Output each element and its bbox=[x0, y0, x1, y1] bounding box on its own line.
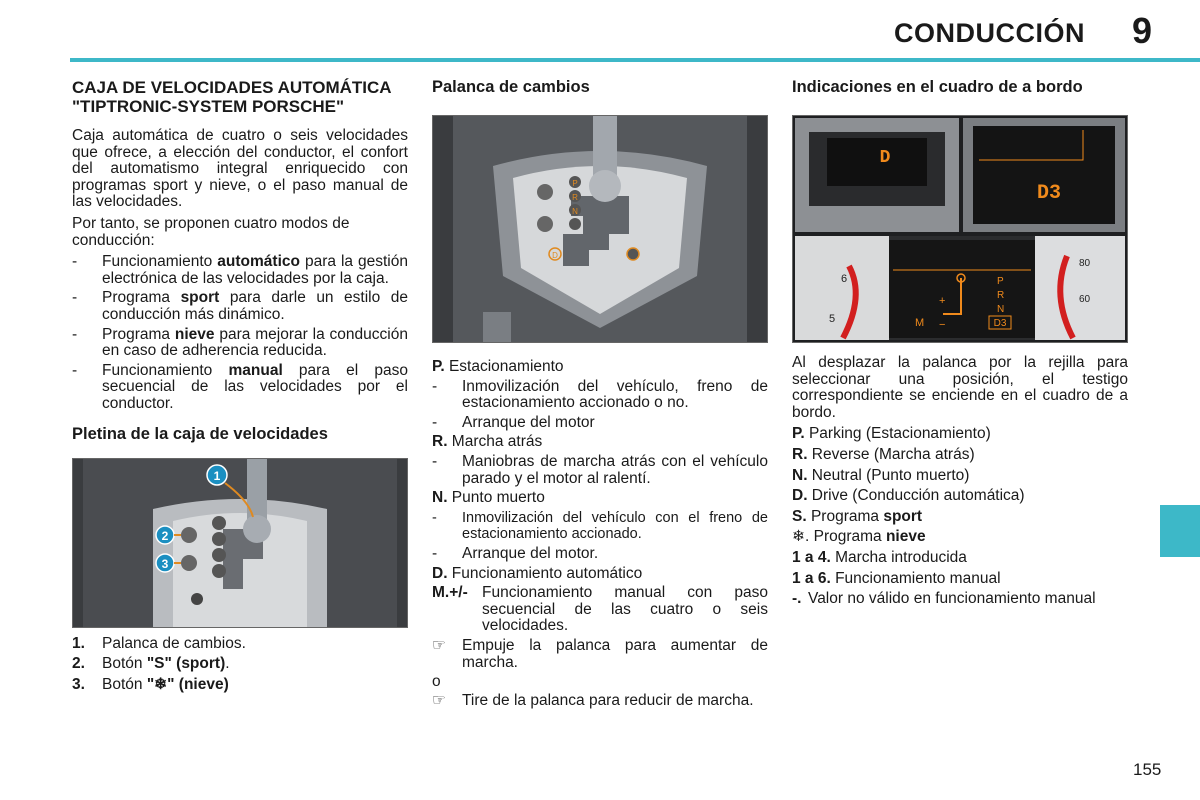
list-item: - Funcionamiento automático para la gestión electrónica de las velocidades por la caja. bbox=[72, 253, 408, 287]
gearbox-intro: Caja automática de cuatro o seis velocidades que ofrece, a elección del conductor, el confort del automatismo integral enriquecido con programas sport y nieve, o el paso manual de las velocidades. bbox=[72, 127, 408, 211]
gate-letter-n: N bbox=[572, 207, 578, 216]
display-intro: Al desplazar la palanca por la rejilla para seleccionar una posición, el testigo correspondiente se enciende en el cuadro de a bordo. bbox=[792, 354, 1128, 421]
cluster-minus: − bbox=[939, 319, 946, 331]
cluster-plus: + bbox=[939, 295, 946, 307]
display-item: S. Programa sport bbox=[792, 507, 923, 525]
callout-3: 3 bbox=[161, 556, 169, 571]
display-invalid: -. Valor no válido en funcionamiento manual bbox=[792, 590, 1096, 608]
or-text: o bbox=[432, 673, 441, 691]
display-item: P. Parking (Estacionamiento) bbox=[792, 425, 991, 443]
column-gearbox bbox=[72, 78, 408, 697]
display-top-left: D bbox=[879, 148, 891, 168]
cluster-selected: D3 bbox=[993, 318, 1007, 329]
list-item: - Maniobras de marcha atrás con el vehículo parado y el motor al ralentí. bbox=[432, 452, 768, 487]
display-item: N. Neutral (Punto muerto) bbox=[792, 466, 970, 484]
list-item: - Arranque del motor. bbox=[432, 544, 599, 562]
list-item: ☞ Empuje la palanca para aumentar de marcha. bbox=[432, 636, 768, 671]
list-item: ☞ Tire de la palanca para reducir de marcha. bbox=[432, 691, 754, 709]
list-item: 3. Botón "❄" (nieve) bbox=[72, 675, 229, 693]
column-display bbox=[792, 78, 1128, 611]
page-number: 155 bbox=[1133, 760, 1162, 779]
gauge-right-60: 60 bbox=[1079, 294, 1091, 305]
header-rule bbox=[70, 58, 1200, 62]
list-item: - Inmovilización del vehículo, freno de estacionamiento accionado o no. bbox=[432, 377, 768, 412]
hand-icon: ☞ bbox=[432, 636, 446, 654]
hand-icon: ☞ bbox=[432, 691, 446, 709]
plate-title: Pletina de la caja de velocidades bbox=[72, 424, 328, 443]
column-lever bbox=[432, 78, 768, 712]
list-item: - Inmovilización del vehículo con el freno de estacionamiento accionado. bbox=[432, 509, 768, 543]
list-item: 2. Botón "S" (sport). bbox=[72, 655, 230, 673]
gauge-left-5: 5 bbox=[829, 313, 836, 325]
lever-m: M.+/- Funcionamiento manual con paso secuencial de las cuatro o seis velocidades. bbox=[432, 584, 768, 635]
gate-letter-d: D bbox=[552, 251, 558, 260]
section-title-lever: Palanca de cambios bbox=[432, 78, 590, 96]
lever-r: R. Marcha atrás bbox=[432, 433, 543, 451]
gate-letter-p: P bbox=[572, 179, 578, 188]
cluster-gear-n: N bbox=[997, 304, 1005, 315]
gauge-left-6: 6 bbox=[841, 273, 848, 285]
callout-2: 2 bbox=[161, 528, 169, 543]
chapter-tab bbox=[1160, 505, 1200, 557]
gear-lever-photo bbox=[432, 115, 768, 343]
list-item: - Programa sport para darle un estilo de conducción más dinámico. bbox=[72, 289, 408, 323]
display-item: D. Drive (Conducción automática) bbox=[792, 487, 1025, 505]
chapter-title: CONDUCCIÓN bbox=[894, 18, 1085, 48]
gate-letter-r: R bbox=[572, 193, 578, 202]
cluster-gear-r: R bbox=[997, 290, 1005, 301]
dashboard-photo bbox=[792, 115, 1128, 343]
callout-1: 1 bbox=[213, 468, 221, 483]
gauge-right-80: 80 bbox=[1079, 258, 1091, 269]
gear-plate-photo bbox=[72, 458, 408, 628]
lever-p: P. Estacionamiento bbox=[432, 358, 564, 375]
display-item: 1 a 6. Funcionamiento manual bbox=[792, 569, 1001, 587]
lever-d: D. Funcionamiento automático bbox=[432, 564, 643, 582]
section-title-gearbox: CAJA DE VELOCIDADES AUTOMÁTICA "TIPTRONIC-SYSTEM PORSCHE" bbox=[72, 78, 391, 116]
display-item: 1 a 4. Marcha introducida bbox=[792, 548, 967, 566]
list-item: - Arranque del motor bbox=[432, 413, 595, 431]
display-item: ❄. Programa nieve bbox=[792, 528, 926, 546]
modes-list bbox=[72, 254, 408, 412]
display-top-right: D3 bbox=[1036, 182, 1062, 205]
cluster-gear-p: P bbox=[997, 276, 1004, 287]
list-item: 1. Palanca de cambios. bbox=[72, 634, 246, 652]
plate-legend bbox=[72, 636, 408, 694]
display-item: R. Reverse (Marcha atrás) bbox=[792, 445, 975, 463]
modes-intro: Por tanto, se proponen cuatro modos de conducción: bbox=[72, 214, 350, 249]
chapter-number: 9 bbox=[1132, 10, 1153, 51]
section-title-display: Indicaciones en el cuadro de a bordo bbox=[792, 78, 1083, 96]
cluster-manual: M bbox=[915, 317, 925, 329]
list-item: - Funcionamiento manual para el paso secuencial de las velocidades por el conductor. bbox=[72, 361, 409, 412]
lever-n: N. Punto muerto bbox=[432, 489, 545, 507]
list-item: - Programa nieve para mejorar la conducción en caso de adherencia reducida. bbox=[72, 325, 408, 360]
